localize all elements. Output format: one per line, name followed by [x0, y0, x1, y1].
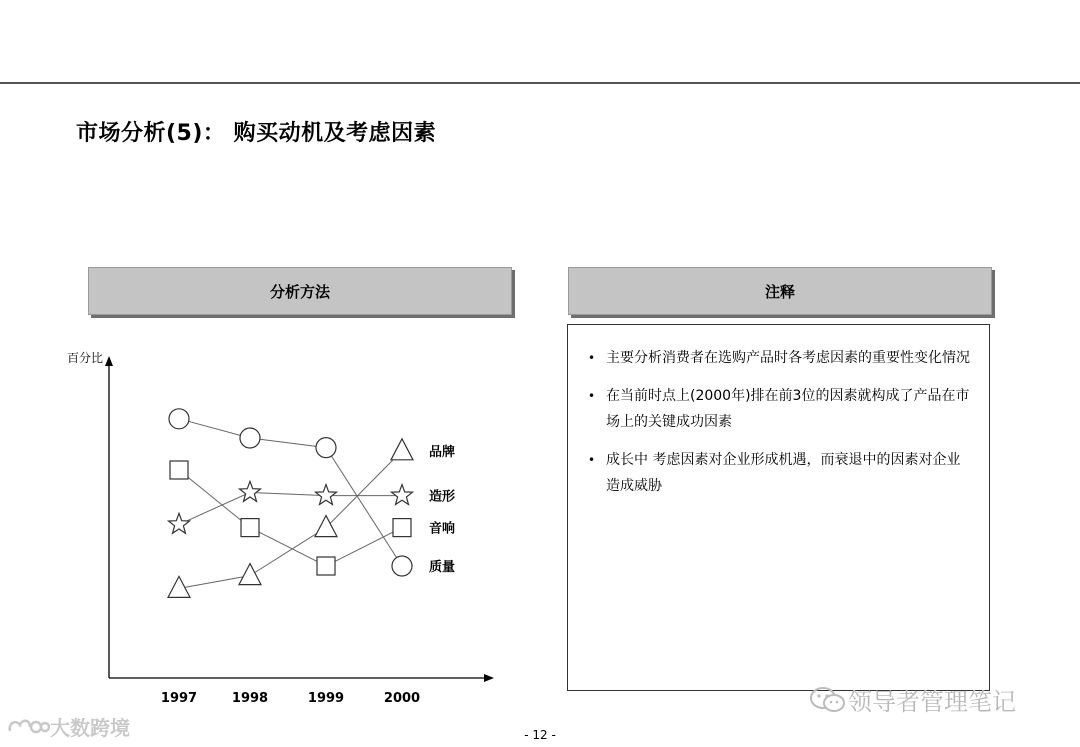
series-label: 音响	[429, 521, 456, 537]
top-rule	[0, 82, 1080, 84]
y-axis-label: 百分比	[66, 351, 103, 365]
data-point-star-icon	[169, 513, 190, 533]
series-line	[179, 419, 402, 566]
data-point-triangle-icon	[315, 516, 337, 537]
data-point-star-icon	[316, 485, 337, 505]
x-tick-label: 1999	[307, 691, 345, 706]
data-point-square-icon	[393, 519, 411, 537]
notes-header	[568, 267, 992, 315]
brand-logo-icon	[6, 715, 50, 739]
x-tick-label: 1998	[231, 691, 269, 706]
series-label: 质量	[429, 560, 456, 575]
series-line	[179, 451, 402, 589]
data-point-square-icon	[241, 519, 259, 537]
note-text: 在当前时点上(2000年)排在前3位的因素就构成了产品在市场上的关键成功因素	[606, 388, 970, 430]
watermark-left-text: 大数跨境	[50, 716, 130, 740]
x-tick-label: 2000	[383, 691, 421, 706]
chart-series-markers	[168, 409, 413, 598]
note-item	[588, 345, 971, 371]
note-item	[588, 447, 971, 499]
data-point-triangle-icon	[391, 439, 413, 460]
series-label: 品牌	[429, 444, 456, 460]
data-point-circle-icon	[316, 438, 336, 458]
notes-box	[567, 324, 990, 691]
page-title: 市场分析(5)： 购买动机及考虑因素	[76, 121, 437, 146]
notes-header-label: 注释	[764, 282, 795, 301]
x-axis-arrow-icon	[484, 674, 494, 682]
bullet-icon: •	[588, 389, 596, 403]
y-axis-arrow-icon	[105, 356, 113, 366]
data-point-circle-icon	[392, 556, 412, 576]
data-point-square-icon	[317, 557, 335, 575]
note-item	[588, 383, 971, 435]
page-number: - 12 -	[524, 728, 556, 742]
data-point-square-icon	[170, 461, 188, 479]
factor-trend-chart	[40, 330, 510, 710]
chart-axes	[105, 356, 494, 682]
analysis-method-header-label: 分析方法	[269, 282, 330, 301]
x-tick-label: 1997	[160, 691, 198, 706]
data-point-triangle-icon	[239, 564, 261, 585]
note-text: 成长中 考虑因素对企业形成机遇，而衰退中的因素对企业造成威胁	[606, 452, 961, 494]
chart-series-lines	[179, 419, 402, 589]
note-text: 主要分析消费者在选购产品时各考虑因素的重要性变化情况	[606, 350, 970, 366]
notes-list	[568, 325, 989, 499]
data-point-star-icon	[392, 485, 413, 505]
data-point-circle-icon	[240, 428, 260, 448]
bullet-icon: •	[588, 453, 596, 467]
watermark-right-text: 领导者管理笔记	[848, 688, 1016, 716]
bullet-icon: •	[588, 351, 596, 365]
data-point-star-icon	[240, 481, 261, 501]
watermark-left	[6, 712, 130, 741]
data-point-circle-icon	[169, 409, 189, 429]
watermark-right	[808, 682, 1016, 717]
series-label: 造形	[429, 489, 456, 505]
wechat-icon	[808, 686, 848, 714]
analysis-method-header	[88, 267, 512, 315]
